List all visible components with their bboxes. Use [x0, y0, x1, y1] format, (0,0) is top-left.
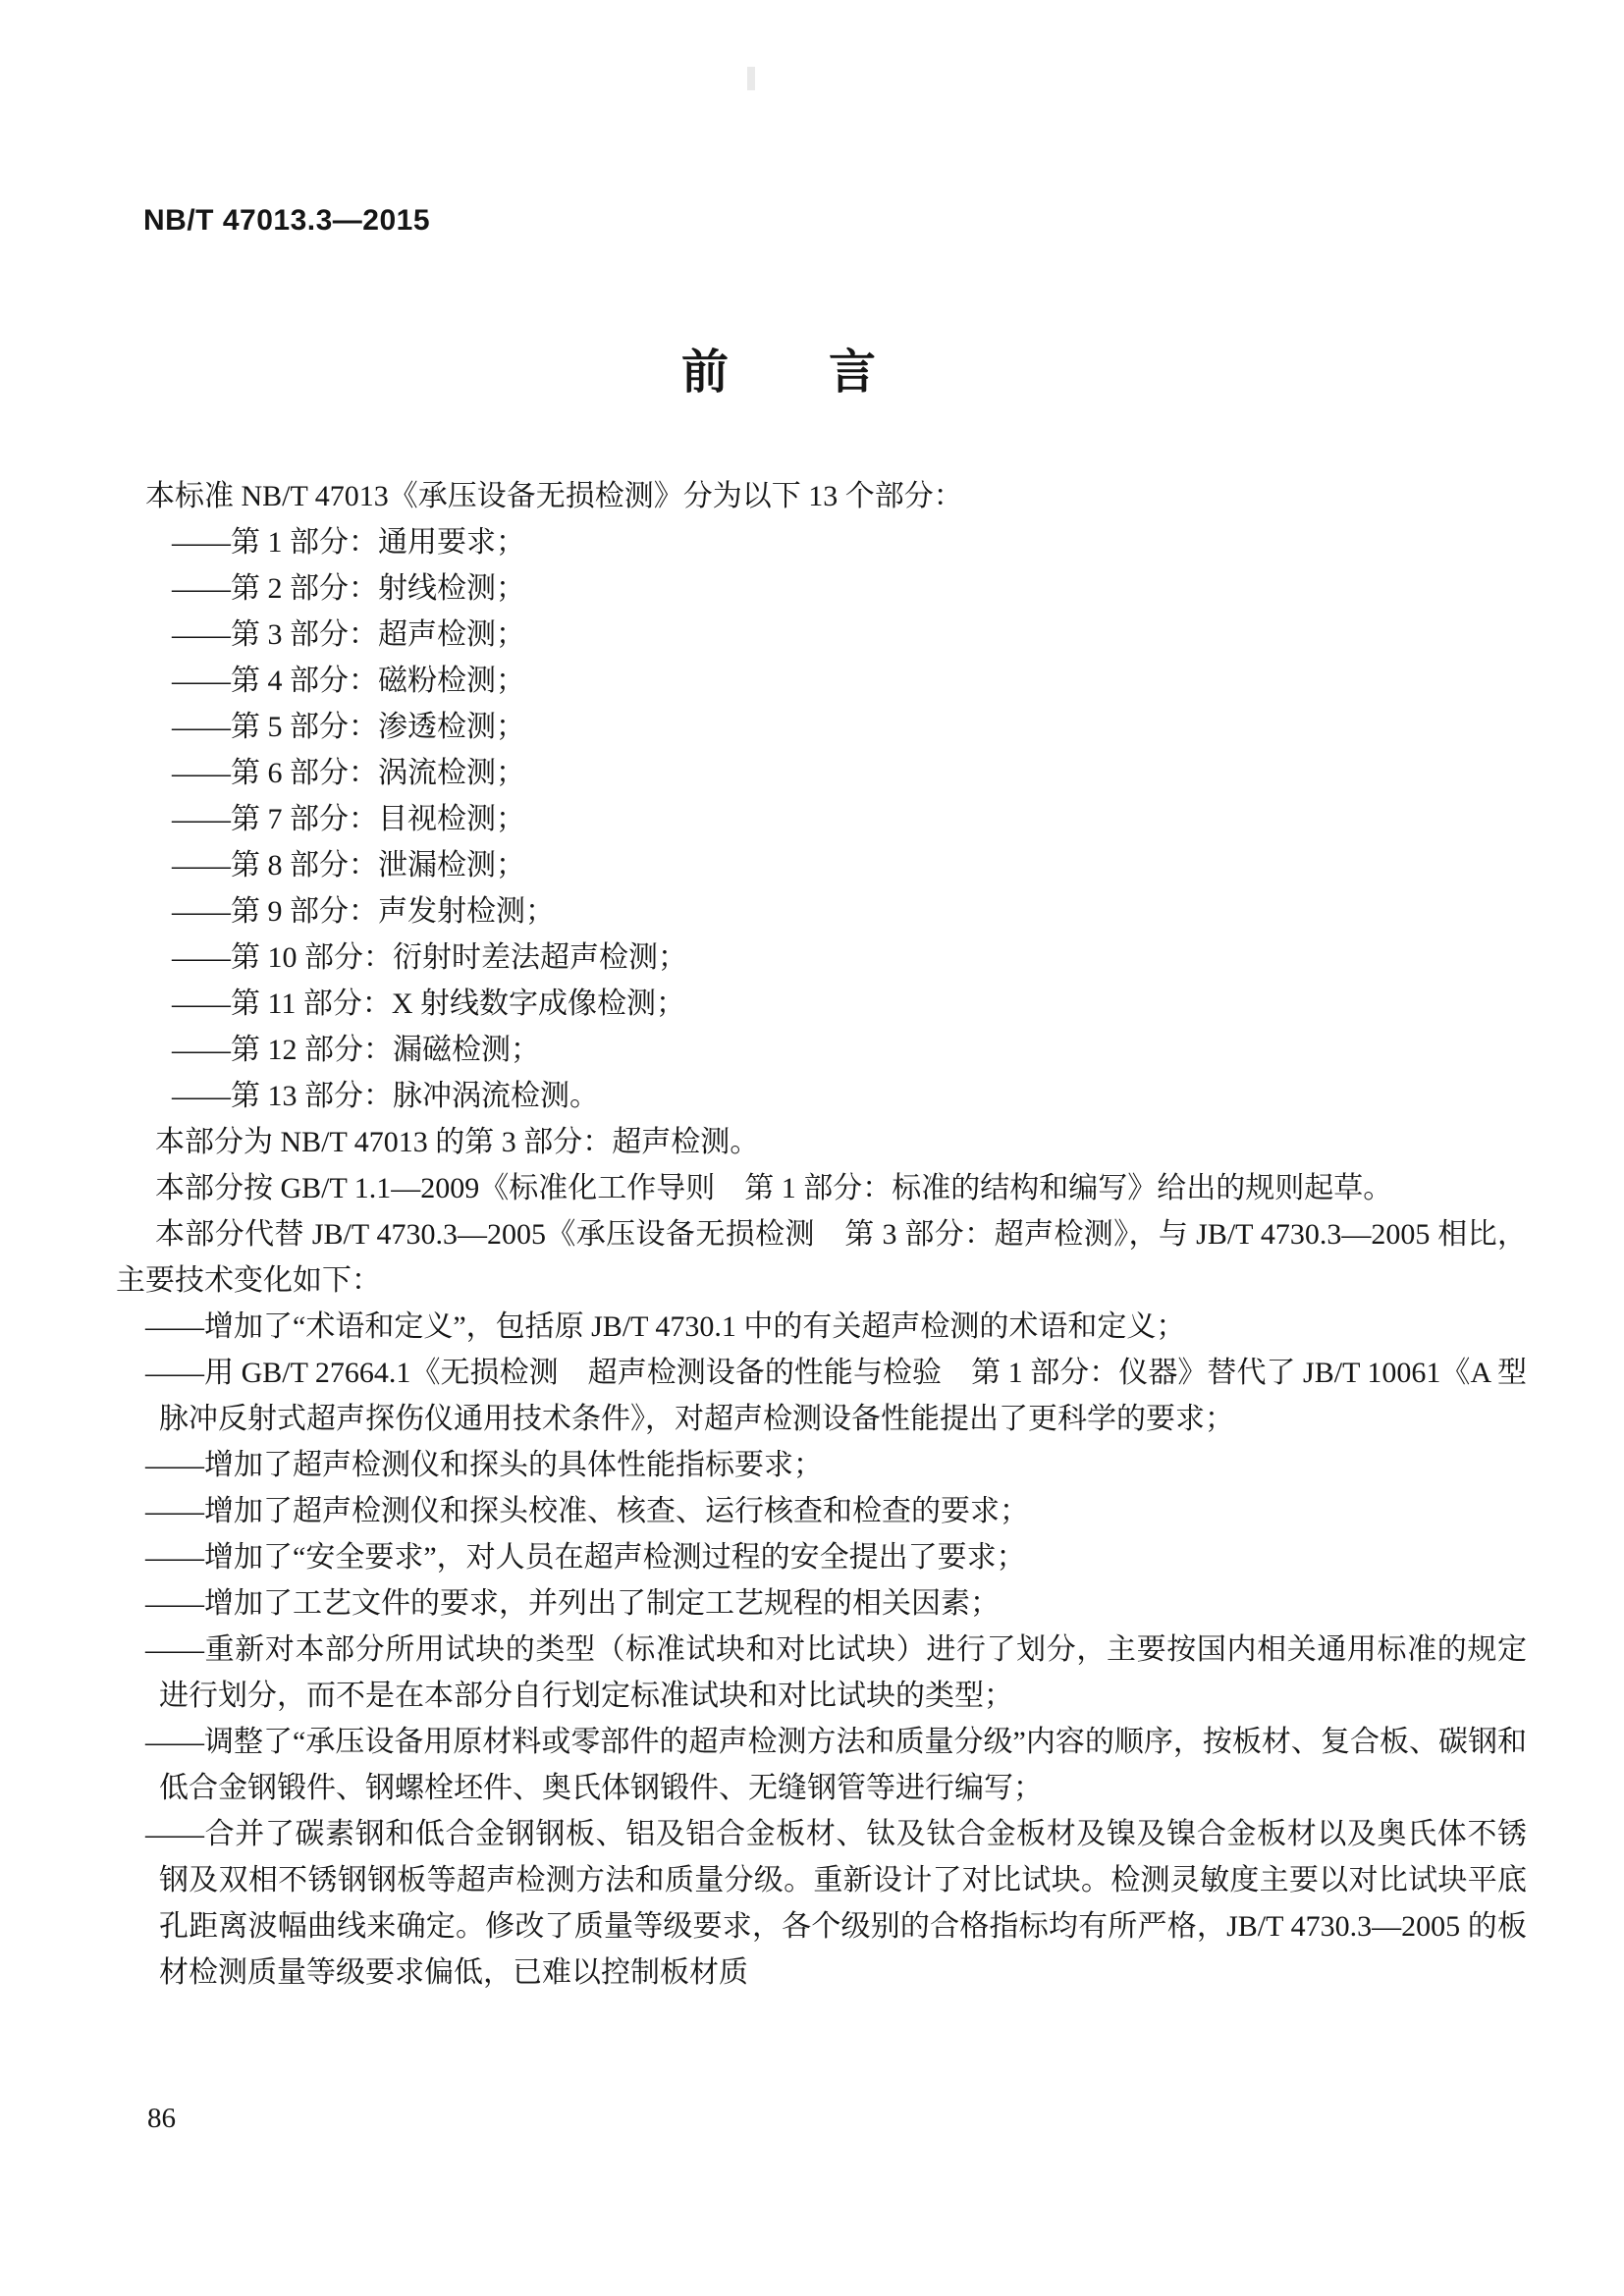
change-list-item: ——用 GB/T 27664.1《无损检测 超声检测设备的性能与检验 第 1 部分：仪器》替代了 JB/T 10061《A 型脉冲反射式超声探伤仪通用技术条件》，对超声检测设备性能提出了更科学的要求；	[145, 1357, 1527, 1435]
part-list-item: ——第 8 部分：泄漏检测；	[172, 849, 525, 881]
change-list-item: ——增加了超声检测仪和探头的具体性能指标要求；	[145, 1449, 823, 1481]
change-list-item: ——增加了“安全要求”，对人员在超声检测过程的安全提出了要求；	[145, 1541, 1026, 1574]
technical-changes-list	[116, 1304, 1527, 1996]
change-list-item: ——增加了超声检测仪和探头校准、核查、运行核查和检查的要求；	[145, 1495, 1029, 1527]
paragraph-replaces: 本部分代替 JB/T 4730.3—2005《承压设备无损检测 第 3 部分：超声检测》，与 JB/T 4730.3—2005 相比，主要技术变化如下：	[116, 1218, 1527, 1297]
part-list-item: ——第 12 部分：漏磁检测；	[172, 1034, 540, 1066]
part-list-item: ——第 2 部分：射线检测；	[172, 572, 525, 605]
part-list-item: ——第 13 部分：脉冲涡流检测。	[172, 1080, 599, 1112]
part-list-item: ——第 9 部分：声发射检测；	[172, 895, 555, 928]
part-list-item: ——第 3 部分：超声检测；	[172, 618, 525, 651]
standard-code-header: NB/T 47013.3—2015	[143, 204, 431, 237]
paragraph-drafting-rules: 本部分按 GB/T 1.1—2009《标准化工作导则 第 1 部分：标准的结构和编写》给出的规则起草。	[155, 1172, 1393, 1204]
part-list-item: ——第 11 部分：X 射线数字成像检测；	[172, 988, 686, 1020]
change-list-item: ——增加了工艺文件的要求，并列出了制定工艺规程的相关因素；	[145, 1587, 1000, 1620]
change-list-item: ——增加了“术语和定义”，包括原 JB/T 4730.1 中的有关超声检测的术语和定义；	[145, 1310, 1186, 1343]
part-list-item: ——第 5 部分：渗透检测；	[172, 711, 525, 743]
page-title: 前 言	[680, 347, 878, 399]
page-number: 86	[147, 2103, 176, 2134]
part-list-item: ——第 1 部分：通用要求；	[172, 526, 525, 559]
change-list-item: ——重新对本部分所用试块的类型（标准试块和对比试块）进行了划分，主要按国内相关通用标准的规定进行划分，而不是在本部分自行划定标准试块和对比试块的类型；	[145, 1633, 1527, 1712]
part-list-item: ——第 6 部分：涡流检测；	[172, 757, 525, 789]
change-list-item: ——合并了碳素钢和低合金钢钢板、铝及铝合金板材、钛及钛合金板材及镍及镍合金板材以及奥氏体不锈钢及双相不锈钢钢板等超声检测方法和质量分级。重新设计了对比试块。检测灵敏度主要以对比试块平底孔距离波幅曲线来确定。修改了质量等级要求，各个级别的合格指标均有所严格，JB/T 4730.3—2005 的板材检测质量等级要求偏低，已难以控制板材质	[145, 1818, 1527, 1989]
lead-paragraph: 本标准 NB/T 47013《承压设备无损检测》分为以下 13 个部分：	[145, 480, 963, 512]
document-body	[116, 473, 1527, 1996]
scan-artifact	[747, 67, 755, 90]
paragraph-this-part: 本部分为 NB/T 47013 的第 3 部分：超声检测。	[155, 1126, 760, 1158]
part-list-item: ——第 7 部分：目视检测；	[172, 803, 525, 835]
change-list-item: ——调整了“承压设备用原材料或零部件的超声检测方法和质量分级”内容的顺序，按板材、复合板、碳钢和低合金钢锻件、钢螺栓坯件、奥氏体钢锻件、无缝钢管等进行编写；	[145, 1726, 1527, 1804]
part-list-item: ——第 4 部分：磁粉检测；	[172, 665, 525, 697]
part-list-item: ——第 10 部分：衍射时差法超声检测；	[172, 941, 687, 974]
parts-list	[116, 519, 1527, 1119]
